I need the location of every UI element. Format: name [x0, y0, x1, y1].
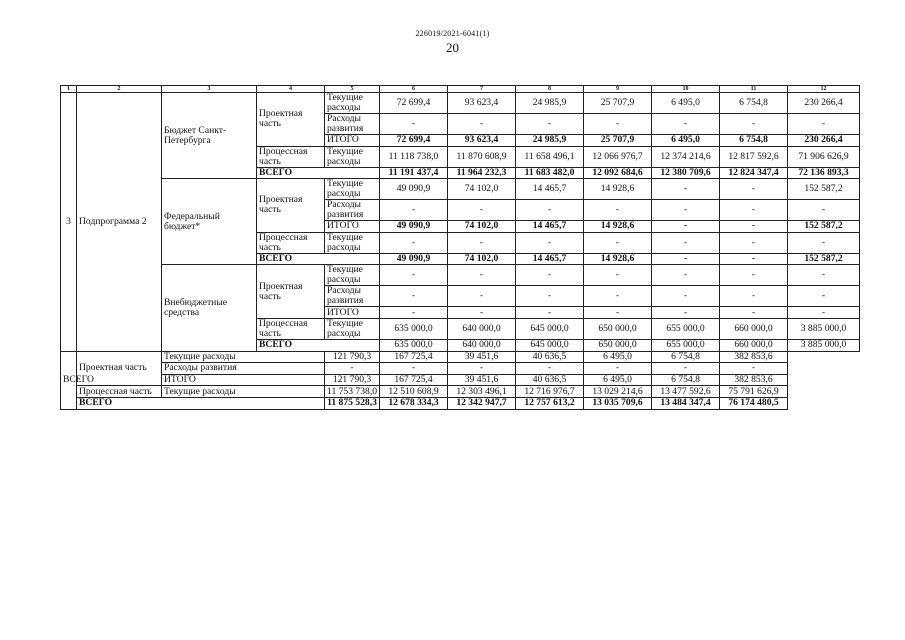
expense-type-label: Текущие расходы — [162, 386, 325, 398]
cell-value: 76 174 480,5 — [720, 397, 788, 409]
cell-value: - — [380, 232, 448, 253]
cell-value: 11 658 496,1 — [516, 146, 584, 167]
cell-value: - — [652, 232, 720, 253]
cell-value: - — [516, 286, 584, 307]
cell-value: 152 587,2 — [788, 179, 860, 200]
vsego-label: ВСЕГО — [257, 253, 380, 265]
cell-value: 39 451,6 — [448, 374, 516, 386]
cell-value: 12 303 496,1 — [448, 386, 516, 398]
cell-value: 12 757 613,2 — [516, 397, 584, 409]
cell-value: 12 678 334,3 — [380, 397, 448, 409]
column-number: 6 — [380, 86, 448, 93]
vsego-label: ВСЕГО — [257, 167, 380, 179]
cell-value: 12 817 592,6 — [720, 146, 788, 167]
cell-value: - — [652, 363, 720, 375]
cell-value: 655 000,0 — [652, 318, 720, 339]
table-row — [61, 351, 860, 363]
column-number: 8 — [516, 86, 584, 93]
cell-value: - — [652, 114, 720, 135]
cell-value: - — [584, 265, 652, 286]
cell-value: - — [584, 286, 652, 307]
cell-value: 11 683 482,0 — [516, 167, 584, 179]
column-number: 12 — [788, 86, 860, 93]
cell-value: 39 451,6 — [448, 351, 516, 363]
cell-value: 11 118 738,0 — [380, 146, 448, 167]
process-part-label: Процессная часть — [257, 318, 325, 339]
cell-value: 640 000,0 — [448, 339, 516, 351]
cell-value: 152 587,2 — [788, 221, 860, 233]
grand-total-label: ВСЕГО — [61, 351, 77, 409]
cell-value: 75 791 626,9 — [720, 386, 788, 398]
cell-value: 40 636,5 — [516, 374, 584, 386]
column-number: 3 — [162, 86, 257, 93]
vsego-label: ВСЕГО — [257, 339, 380, 351]
cell-value: 6 495,0 — [652, 135, 720, 147]
cell-value: 12 092 684,6 — [584, 167, 652, 179]
column-number-row — [61, 86, 860, 93]
column-number: 7 — [448, 86, 516, 93]
cell-value: 12 716 976,7 — [516, 386, 584, 398]
cell-value: 660 000,0 — [720, 318, 788, 339]
table-row — [61, 374, 860, 386]
cell-value: - — [448, 114, 516, 135]
cell-value: 6 495,0 — [584, 351, 652, 363]
cell-value: 645 000,0 — [516, 339, 584, 351]
cell-value: - — [788, 286, 860, 307]
cell-value: 11 875 528,3 — [325, 397, 380, 409]
funding-source-offbudget: Внебюджетные средства — [162, 265, 257, 351]
process-part-label: Процессная часть — [77, 386, 162, 398]
cell-value: - — [325, 363, 380, 375]
cell-value: - — [720, 221, 788, 233]
cell-value: 24 985,9 — [516, 93, 584, 114]
cell-value: 230 266,4 — [788, 93, 860, 114]
cell-value: 3 885 000,0 — [788, 318, 860, 339]
cell-value: - — [652, 253, 720, 265]
process-part-label: Процессная часть — [257, 146, 325, 167]
cell-value: - — [516, 114, 584, 135]
cell-value: 71 906 626,9 — [788, 146, 860, 167]
cell-value: 650 000,0 — [584, 318, 652, 339]
cell-value: - — [720, 265, 788, 286]
cell-value: 25 707,9 — [584, 93, 652, 114]
cell-value: 14 465,7 — [516, 179, 584, 200]
cell-value: - — [720, 307, 788, 319]
cell-value: 12 824 347,4 — [720, 167, 788, 179]
cell-value: - — [380, 265, 448, 286]
table-row — [61, 93, 860, 114]
cell-value: 14 928,6 — [584, 179, 652, 200]
cell-value: - — [652, 286, 720, 307]
row-index: 3 — [61, 93, 77, 352]
cell-value: 25 707,9 — [584, 135, 652, 147]
cell-value: 6 495,0 — [584, 374, 652, 386]
expense-type-label: Расходы развития — [325, 286, 380, 307]
cell-value: 72 699,4 — [380, 93, 448, 114]
cell-value: 14 465,7 — [516, 221, 584, 233]
expense-type-label: Расходы развития — [162, 363, 325, 375]
cell-value: 11 753 738,0 — [325, 386, 380, 398]
cell-value: - — [788, 200, 860, 221]
cell-value: - — [380, 114, 448, 135]
budget-table — [60, 85, 860, 410]
table-row — [61, 265, 860, 286]
itogo-label: ИТОГО — [162, 374, 325, 386]
cell-value: 13 035 709,6 — [584, 397, 652, 409]
expense-type-label: Текущие расходы — [325, 146, 380, 167]
cell-value: 12 342 947,7 — [448, 397, 516, 409]
table-row — [61, 386, 860, 398]
cell-value: - — [516, 307, 584, 319]
cell-value: 167 725,4 — [380, 351, 448, 363]
cell-value: - — [652, 307, 720, 319]
itogo-label: ИТОГО — [325, 135, 380, 147]
cell-value: - — [380, 200, 448, 221]
cell-value: 6 754,8 — [652, 374, 720, 386]
cell-value: 6 754,8 — [720, 135, 788, 147]
cell-value: - — [720, 200, 788, 221]
cell-value: 72 136 893,3 — [788, 167, 860, 179]
cell-value: - — [584, 307, 652, 319]
cell-value: 11 870 608,9 — [448, 146, 516, 167]
cell-value: - — [720, 286, 788, 307]
cell-value: 12 510 608,9 — [380, 386, 448, 398]
cell-value: 24 985,9 — [516, 135, 584, 147]
column-number: 2 — [77, 86, 162, 93]
cell-value: - — [448, 265, 516, 286]
cell-value: 382 853,6 — [720, 351, 788, 363]
cell-value: 121 790,3 — [325, 374, 380, 386]
cell-value: - — [720, 232, 788, 253]
table-row — [61, 363, 860, 375]
cell-value: - — [380, 363, 448, 375]
cell-value: - — [788, 114, 860, 135]
project-part-label: Проектная часть — [77, 351, 162, 386]
cell-value: 93 623,4 — [448, 135, 516, 147]
cell-value: - — [584, 114, 652, 135]
vsego-label: ВСЕГО — [77, 397, 325, 409]
table-row — [61, 397, 860, 409]
document-id: 226019/2021-6041(1) — [415, 29, 490, 38]
cell-value: - — [652, 221, 720, 233]
cell-value: 635 000,0 — [380, 318, 448, 339]
cell-value: 230 266,4 — [788, 135, 860, 147]
cell-value: 167 725,4 — [380, 374, 448, 386]
cell-value: - — [448, 363, 516, 375]
cell-value: - — [584, 200, 652, 221]
cell-value: 655 000,0 — [652, 339, 720, 351]
cell-value: - — [652, 265, 720, 286]
expense-type-label: Текущие расходы — [325, 93, 380, 114]
cell-value: 6 754,8 — [720, 93, 788, 114]
funding-source-federal: Федеральный бюджет* — [162, 179, 257, 265]
cell-value: 635 000,0 — [380, 339, 448, 351]
page-number: 20 — [446, 40, 459, 55]
cell-value: - — [584, 363, 652, 375]
cell-value: - — [788, 232, 860, 253]
column-number: 1 — [61, 86, 77, 93]
cell-value: 14 928,6 — [584, 221, 652, 233]
expense-type-label: Расходы развития — [325, 200, 380, 221]
cell-value: 74 102,0 — [448, 179, 516, 200]
cell-value: 13 477 592,6 — [652, 386, 720, 398]
cell-value: 645 000,0 — [516, 318, 584, 339]
cell-value: - — [788, 307, 860, 319]
column-number: 5 — [325, 86, 380, 93]
column-number: 9 — [584, 86, 652, 93]
column-number: 4 — [257, 86, 325, 93]
cell-value: 12 380 709,6 — [652, 167, 720, 179]
cell-value: 11 964 232,3 — [448, 167, 516, 179]
column-number: 10 — [652, 86, 720, 93]
cell-value: - — [448, 286, 516, 307]
cell-value: 49 090,9 — [380, 179, 448, 200]
itogo-label: ИТОГО — [325, 221, 380, 233]
cell-value: - — [584, 232, 652, 253]
cell-value: 40 636,5 — [516, 351, 584, 363]
project-part-label: Проектная часть — [257, 265, 325, 319]
cell-value: 14 928,6 — [584, 253, 652, 265]
itogo-label: ИТОГО — [325, 307, 380, 319]
project-part-label: Проектная часть — [257, 179, 325, 233]
cell-value: 6 754,8 — [652, 351, 720, 363]
cell-value: - — [380, 286, 448, 307]
expense-type-label: Текущие расходы — [325, 179, 380, 200]
cell-value: 650 000,0 — [584, 339, 652, 351]
cell-value: 121 790,3 — [325, 351, 380, 363]
cell-value: - — [448, 200, 516, 221]
cell-value: - — [516, 232, 584, 253]
expense-type-label: Текущие расходы — [325, 265, 380, 286]
process-part-label: Процессная часть — [257, 232, 325, 253]
cell-value: - — [448, 232, 516, 253]
cell-value: - — [720, 179, 788, 200]
cell-value: - — [448, 307, 516, 319]
cell-value: - — [652, 200, 720, 221]
cell-value: 640 000,0 — [448, 318, 516, 339]
cell-value: - — [652, 179, 720, 200]
cell-value: 13 029 214,6 — [584, 386, 652, 398]
cell-value: 93 623,4 — [448, 93, 516, 114]
funding-source-spb: Бюджет Санкт-Петербурга — [162, 93, 257, 179]
cell-value: 49 090,9 — [380, 253, 448, 265]
subprogram-label: Подпрограмма 2 — [77, 93, 162, 352]
cell-value: 382 853,6 — [720, 374, 788, 386]
cell-value: - — [788, 265, 860, 286]
cell-value: 660 000,0 — [720, 339, 788, 351]
cell-value: 152 587,2 — [788, 253, 860, 265]
cell-value: 72 699,4 — [380, 135, 448, 147]
cell-value: 12 066 976,7 — [584, 146, 652, 167]
cell-value: 6 495,0 — [652, 93, 720, 114]
cell-value: - — [516, 363, 584, 375]
expense-type-label: Расходы развития — [325, 114, 380, 135]
cell-value: - — [516, 265, 584, 286]
expense-type-label: Текущие расходы — [325, 318, 380, 339]
cell-value: 11 191 437,4 — [380, 167, 448, 179]
cell-value: - — [516, 200, 584, 221]
cell-value: 13 484 347,4 — [652, 397, 720, 409]
cell-value: 12 374 214,6 — [652, 146, 720, 167]
expense-type-label: Текущие расходы — [325, 232, 380, 253]
column-number: 11 — [720, 86, 788, 93]
cell-value: 3 885 000,0 — [788, 339, 860, 351]
cell-value: 74 102,0 — [448, 253, 516, 265]
project-part-label: Проектная часть — [257, 93, 325, 147]
cell-value: - — [380, 307, 448, 319]
cell-value: - — [720, 253, 788, 265]
cell-value: 49 090,9 — [380, 221, 448, 233]
cell-value: - — [720, 114, 788, 135]
cell-value: 14 465,7 — [516, 253, 584, 265]
expense-type-label: Текущие расходы — [162, 351, 325, 363]
table-row — [61, 179, 860, 200]
cell-value: 74 102,0 — [448, 221, 516, 233]
cell-value: - — [720, 363, 788, 375]
